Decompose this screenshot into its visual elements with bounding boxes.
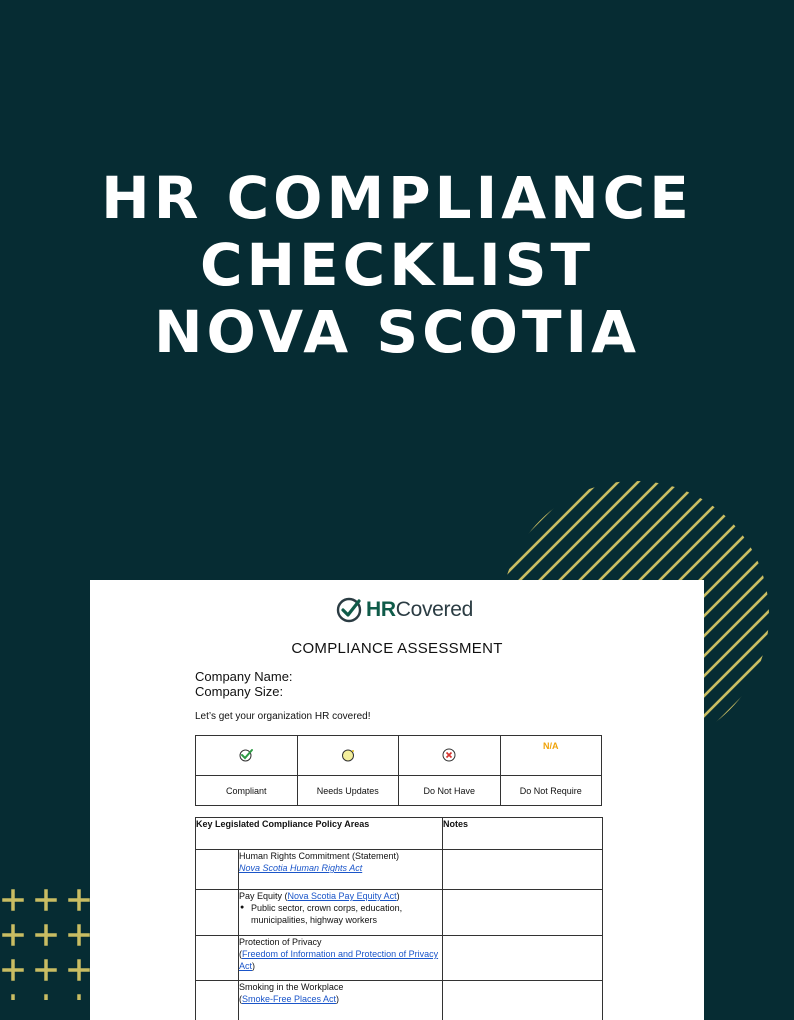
legislation-link[interactable]: Nova Scotia Human Rights Act (239, 862, 442, 874)
legend-label-do-not-have: Do Not Have (399, 776, 501, 806)
check-circle-icon (336, 596, 364, 624)
company-name-label: Company Name: (195, 669, 293, 684)
plus-pattern-decoration (0, 883, 100, 1000)
legend-cell (196, 736, 298, 776)
company-info (195, 669, 293, 699)
status-cell[interactable] (196, 936, 239, 981)
area-title: Smoking in the Workplace (239, 981, 442, 993)
table-row (196, 890, 603, 936)
area-cell: Smoking in the Workplace (Smoke-Free Places Act) (239, 981, 443, 1020)
intro-text: Let’s get your organization HR covered! (195, 711, 370, 722)
notes-cell[interactable] (443, 890, 603, 936)
status-cell[interactable] (196, 890, 239, 936)
notes-cell[interactable] (443, 850, 603, 890)
yellow-circle-icon (340, 747, 356, 763)
legend-cell (399, 736, 501, 776)
legend-label-needs-updates: Needs Updates (297, 776, 399, 806)
status-cell[interactable] (196, 850, 239, 890)
notes-header: Notes (443, 818, 603, 850)
hero-title-line-3: NOVA SCOTIA (0, 299, 794, 366)
area-bullet: ● Public sector, crown corps, education, municipalities, highway workers (239, 902, 442, 926)
area-title: Human Rights Commitment (Statement) (239, 850, 442, 862)
legend-cell (500, 736, 602, 776)
notes-cell[interactable] (443, 981, 603, 1020)
hero-title-line-2: CHECKLIST (0, 232, 794, 299)
na-icon: N/A (543, 741, 559, 751)
notes-cell[interactable] (443, 936, 603, 981)
status-legend-table (195, 735, 602, 806)
red-x-icon (441, 747, 457, 763)
green-check-icon (238, 747, 254, 763)
document-title: COMPLIANCE ASSESSMENT (90, 640, 704, 657)
legislation-link[interactable]: Freedom of Information and Protection of Privacy Act (239, 949, 438, 971)
legend-label-compliant: Compliant (196, 776, 298, 806)
hrcovered-logo (336, 596, 473, 624)
area-title: Pay Equity (Nova Scotia Pay Equity Act) (239, 890, 442, 902)
checklist-document-preview (90, 580, 704, 1020)
table-row (196, 936, 603, 981)
table-row (196, 981, 603, 1020)
areas-header: Key Legislated Compliance Policy Areas (196, 818, 443, 850)
area-cell: Protection of Privacy (Freedom of Information and Protection of Privacy Act) (239, 936, 443, 981)
area-cell (239, 890, 443, 936)
hero-title (0, 165, 794, 366)
compliance-areas-table (195, 817, 603, 1020)
hero-title-line-1: HR COMPLIANCE (0, 165, 794, 232)
status-cell[interactable] (196, 981, 239, 1020)
area-title: Protection of Privacy (239, 936, 442, 948)
legend-cell (297, 736, 399, 776)
legislation-link[interactable]: Smoke-Free Places Act (242, 994, 336, 1004)
table-row (196, 850, 603, 890)
legislation-link[interactable]: Nova Scotia Pay Equity Act (288, 891, 397, 901)
company-size-label: Company Size: (195, 684, 293, 699)
area-cell (239, 850, 443, 890)
legend-label-do-not-require: Do Not Require (500, 776, 602, 806)
logo-wordmark: HRCovered (366, 598, 473, 622)
